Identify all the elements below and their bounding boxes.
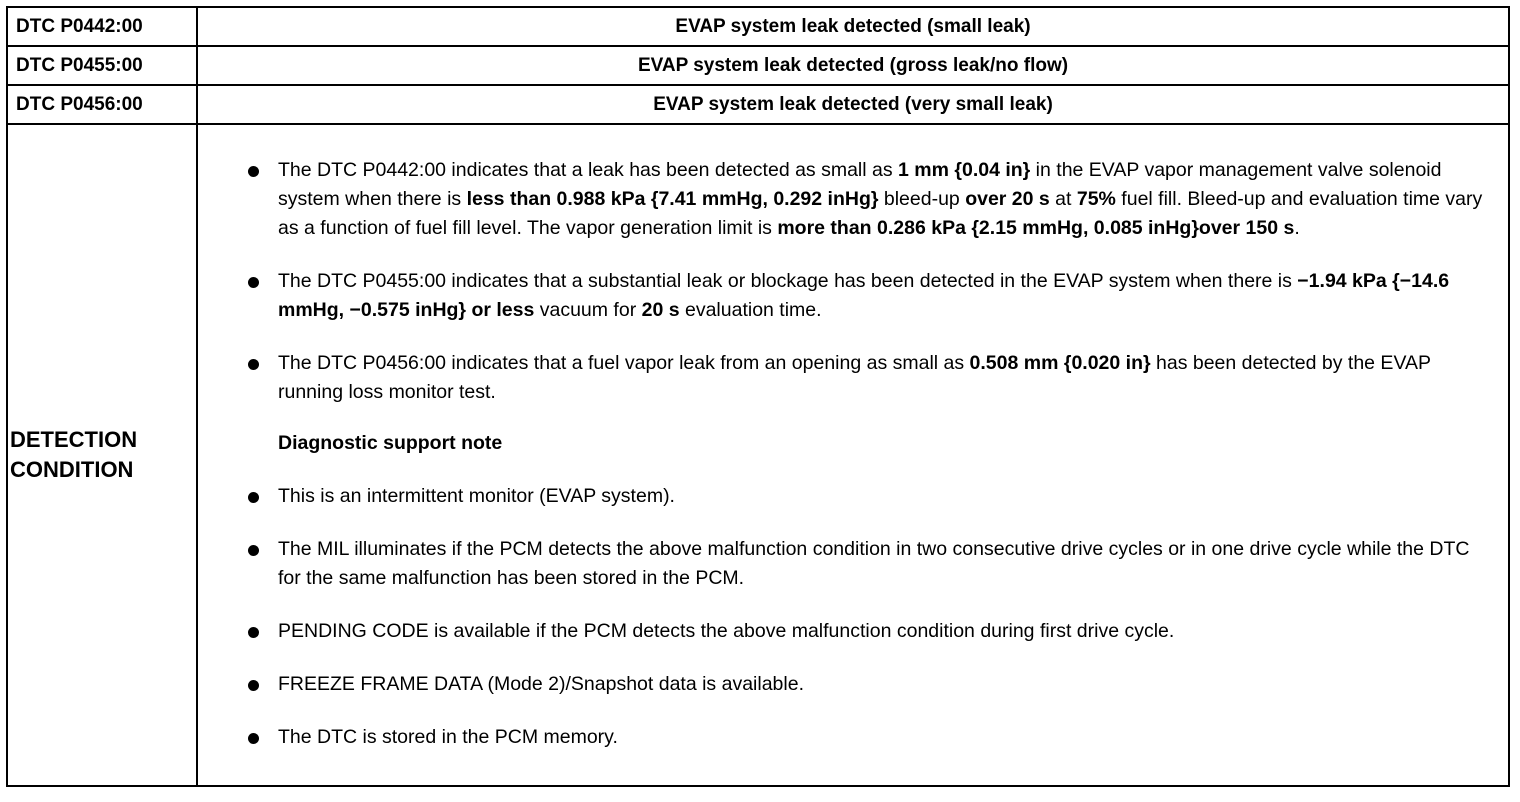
bullet-item-p0455: The DTC P0455:00 indicates that a substantial leak or blockage has been detected in the EVAP system when there is −1.94 kPa {−14.6 mmHg, −0.575 inHg} or less vacuum for 20 s evaluation time. (248, 267, 1488, 325)
bullet-icon (248, 680, 259, 691)
detection-condition-content (197, 124, 1509, 786)
dtc-code: DTC P0456:00 (7, 85, 197, 124)
dtc-row-p0456 (7, 85, 1509, 124)
diagnostic-note-heading: Diagnostic support note (278, 432, 503, 454)
dtc-title: EVAP system leak detected (small leak) (197, 7, 1509, 46)
dtc-title: EVAP system leak detected (very small leak) (197, 85, 1509, 124)
note-item: FREEZE FRAME DATA (Mode 2)/Snapshot data is available. (248, 670, 1488, 699)
note-item: This is an intermittent monitor (EVAP system). (248, 482, 1488, 511)
bullet-item-p0456: The DTC P0456:00 indicates that a fuel vapor leak from an opening as small as 0.508 mm {0.020 in} has been detected by the EVAP running loss monitor test. (248, 349, 1488, 407)
dtc-table (6, 6, 1510, 787)
dtc-document (6, 6, 1508, 787)
bullet-icon (248, 733, 259, 744)
dtc-code: DTC P0455:00 (7, 46, 197, 85)
dtc-code: DTC P0442:00 (7, 7, 197, 46)
dtc-row-p0455 (7, 46, 1509, 85)
note-item: The DTC is stored in the PCM memory. (248, 723, 1488, 752)
note-item: The MIL illuminates if the PCM detects the above malfunction condition in two consecutive drive cycles or in one drive cycle while the DTC for the same malfunction has been stored in the PCM. (248, 535, 1488, 593)
bullet-icon (248, 492, 259, 503)
detection-condition-row (7, 124, 1509, 786)
note-item: PENDING CODE is available if the PCM detects the above malfunction condition during first drive cycle. (248, 617, 1488, 646)
label-line: DETECTION (10, 427, 138, 452)
bullet-icon (248, 627, 259, 638)
dtc-title: EVAP system leak detected (gross leak/no flow) (197, 46, 1509, 85)
bullet-icon (248, 277, 259, 288)
bullet-icon (248, 359, 259, 370)
bullet-icon (248, 545, 259, 556)
label-line: CONDITION (10, 457, 134, 482)
bullet-icon (248, 166, 259, 177)
detection-condition-label (7, 124, 197, 786)
dtc-row-p0442 (7, 7, 1509, 46)
bullet-item-p0442: The DTC P0442:00 indicates that a leak has been detected as small as 1 mm {0.04 in} in the EVAP vapor management valve solenoid system when there is less than 0.988 kPa {7.41 mmHg, 0.292 inHg} bleed-up over 20 s at 75% fuel fill. Bleed-up and evaluation time vary as a function of fuel fill level. The vapor generation limit is more than 0.286 kPa {2.15 mmHg, 0.085 inHg}over 150 s. (248, 156, 1488, 243)
